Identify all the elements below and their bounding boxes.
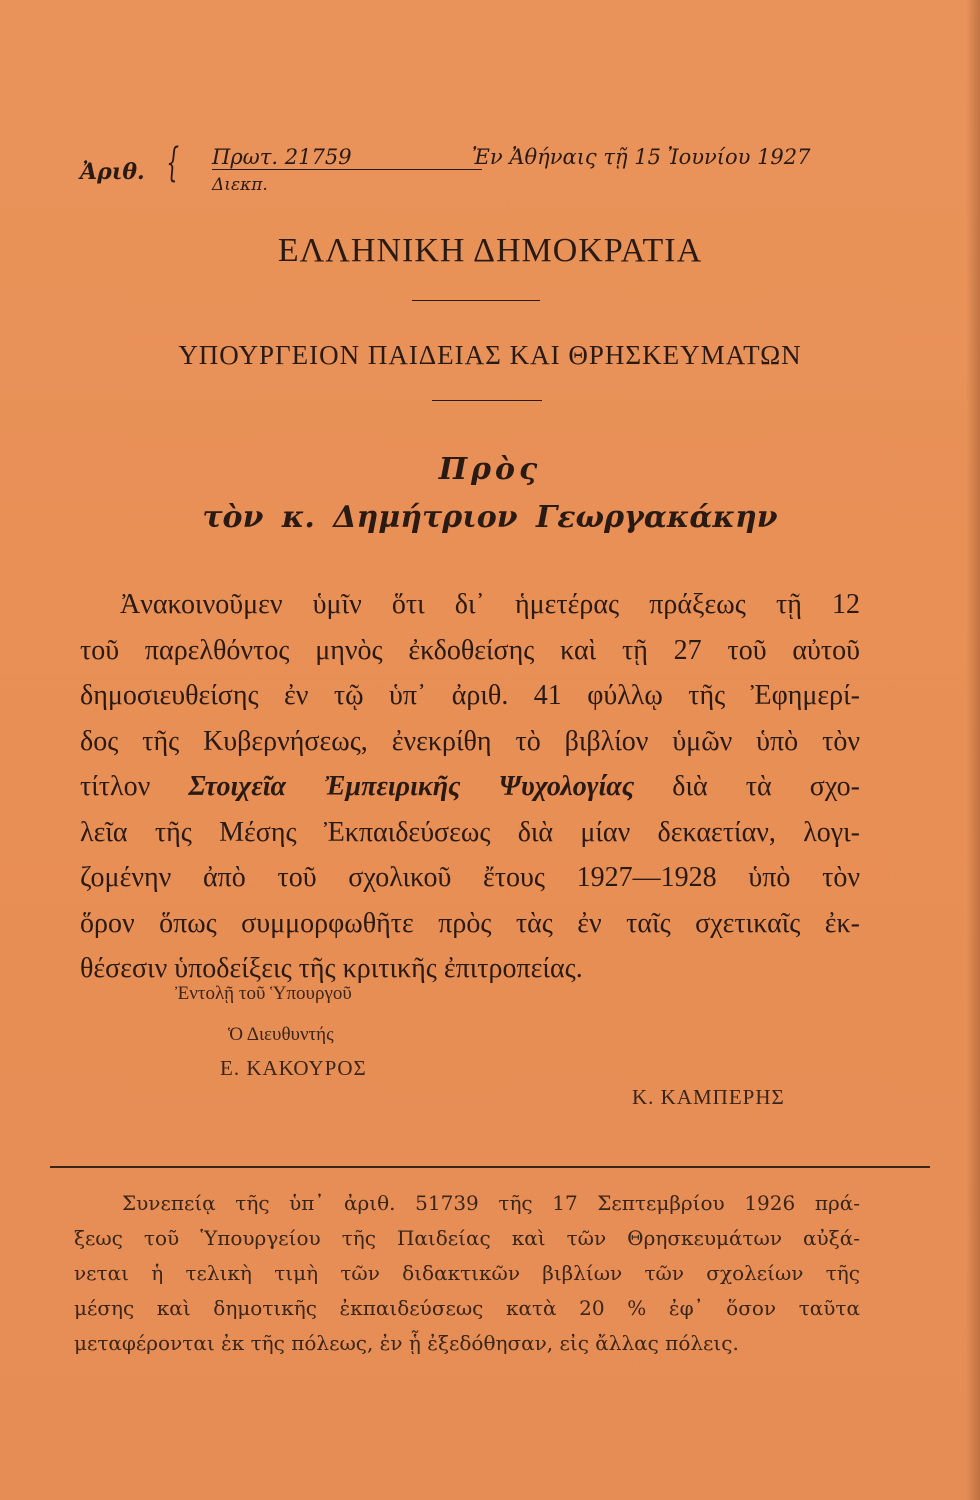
body-line: δος τῆς Κυβερνήσεως, ἐνεκρίθη τὸ βιβλίον ὑμῶν ὑπὸ τὸν [80,725,860,757]
ministry-title: ΥΠΟΥΡΓΕΙΟΝ ΠΑΙΔΕΙΑΣ ΚΑΙ ΘΡΗΣΚΕΥΜΑΤΩΝ [178,340,802,370]
body-line: λεῖα τῆς Μέσης Ἐκπαιδεύσεως διὰ μίαν δεκαετίαν, λογι- [80,816,860,848]
diekp-label: Διεκπ. [212,175,268,195]
arith-label: Ἀριθ. [80,159,145,185]
body-line [80,764,860,810]
footnote-separator [50,1166,930,1168]
footnote-line: μέσης καὶ δημοτικῆς ἐκπαιδεύσεως κατὰ 20 % ἐφ᾽ ὅσον ταῦτα [74,1296,860,1320]
brace-glyph: { [166,140,180,186]
body-text: τίτλον [80,771,151,802]
footnote-block [74,1186,864,1361]
signature-other-name: Κ. ΚΑΜΠΕΡΗΣ [632,1085,785,1109]
body-line: ὅρον ὅπως συμμορφωθῆτε πρὸς τὰς ἐν ταῖς σχετικαῖς ἐκ- [80,907,860,939]
footnote-line: Συνεπείᾳ τῆς ὑπ᾽ ἀριθ. 51739 τῆς 17 Σεπτεμβρίου 1926 πρά- [122,1191,860,1215]
page-edge-shadow [966,0,980,1500]
divider-top [412,300,540,301]
body-line: δημοσιευθείσης ἐν τῷ ὑπ᾽ ἀριθ. 41 φύλλῳ τῆς Ἐφημερί- [80,680,860,711]
footnote-line: μεταφέρονται ἐκ τῆς πόλεως, ἐν ᾗ ἐξεδόθησαν, εἰς ἄλλας πόλεις. [74,1331,739,1355]
signature-director-title: Ὁ Διευθυντής [228,1024,334,1045]
letter-body [80,582,870,992]
republic-title: ΕΛΛΗΝΙΚΗ ΔΗΜΟΚΡΑΤΙΑ [277,232,703,269]
body-line: τοῦ παρελθόντος μηνὸς ἐκδοθείσης καὶ τῇ 27 τοῦ αὐτοῦ [80,634,860,666]
protocol-number: Πρωτ. 21759 [212,145,482,170]
signature-order: Ἐντολῇ τοῦ Ὑπουργοῦ [175,983,352,1004]
signature-director-name: Ε. ΚΑΚΟΥΡΟΣ [220,1056,367,1080]
footnote-line: νεται ἡ τελικὴ τιμὴ τῶν διδακτικῶν βιβλίων τῶν σχολείων τῆς [74,1261,860,1285]
addressee-name: τὸν κ. Δημήτριον Γεωργακάκην [202,500,778,535]
addressee-pros: Πρὸς [438,452,542,487]
body-line: Ἀνακοινοῦμεν ὑμῖν ὅτι δι᾽ ἡμετέρας πράξεως τῇ 12 [120,589,860,620]
body-line: θέσεσιν ὑποδείξεις τῆς κριτικῆς ἐπιτροπείας. [80,953,583,984]
body-text: διὰ τὰ σχο- [672,771,860,802]
body-line: ζομένην ἀπὸ τοῦ σχολικοῦ ἔτους 1927—1928 ὑπὸ τὸν [80,862,860,893]
divider-bottom [432,400,542,401]
footnote-line: ξεως τοῦ Ὑπουργείου τῆς Παιδείας καὶ τῶν Θρησκευμάτων αὐξά- [74,1226,860,1250]
book-title: Στοιχεῖα Ἐμπειρικῆς Ψυχολογίας [188,771,635,802]
letter-date: Ἐν Ἀθήναις τῇ 15 Ἰουνίου 1927 [472,145,811,169]
